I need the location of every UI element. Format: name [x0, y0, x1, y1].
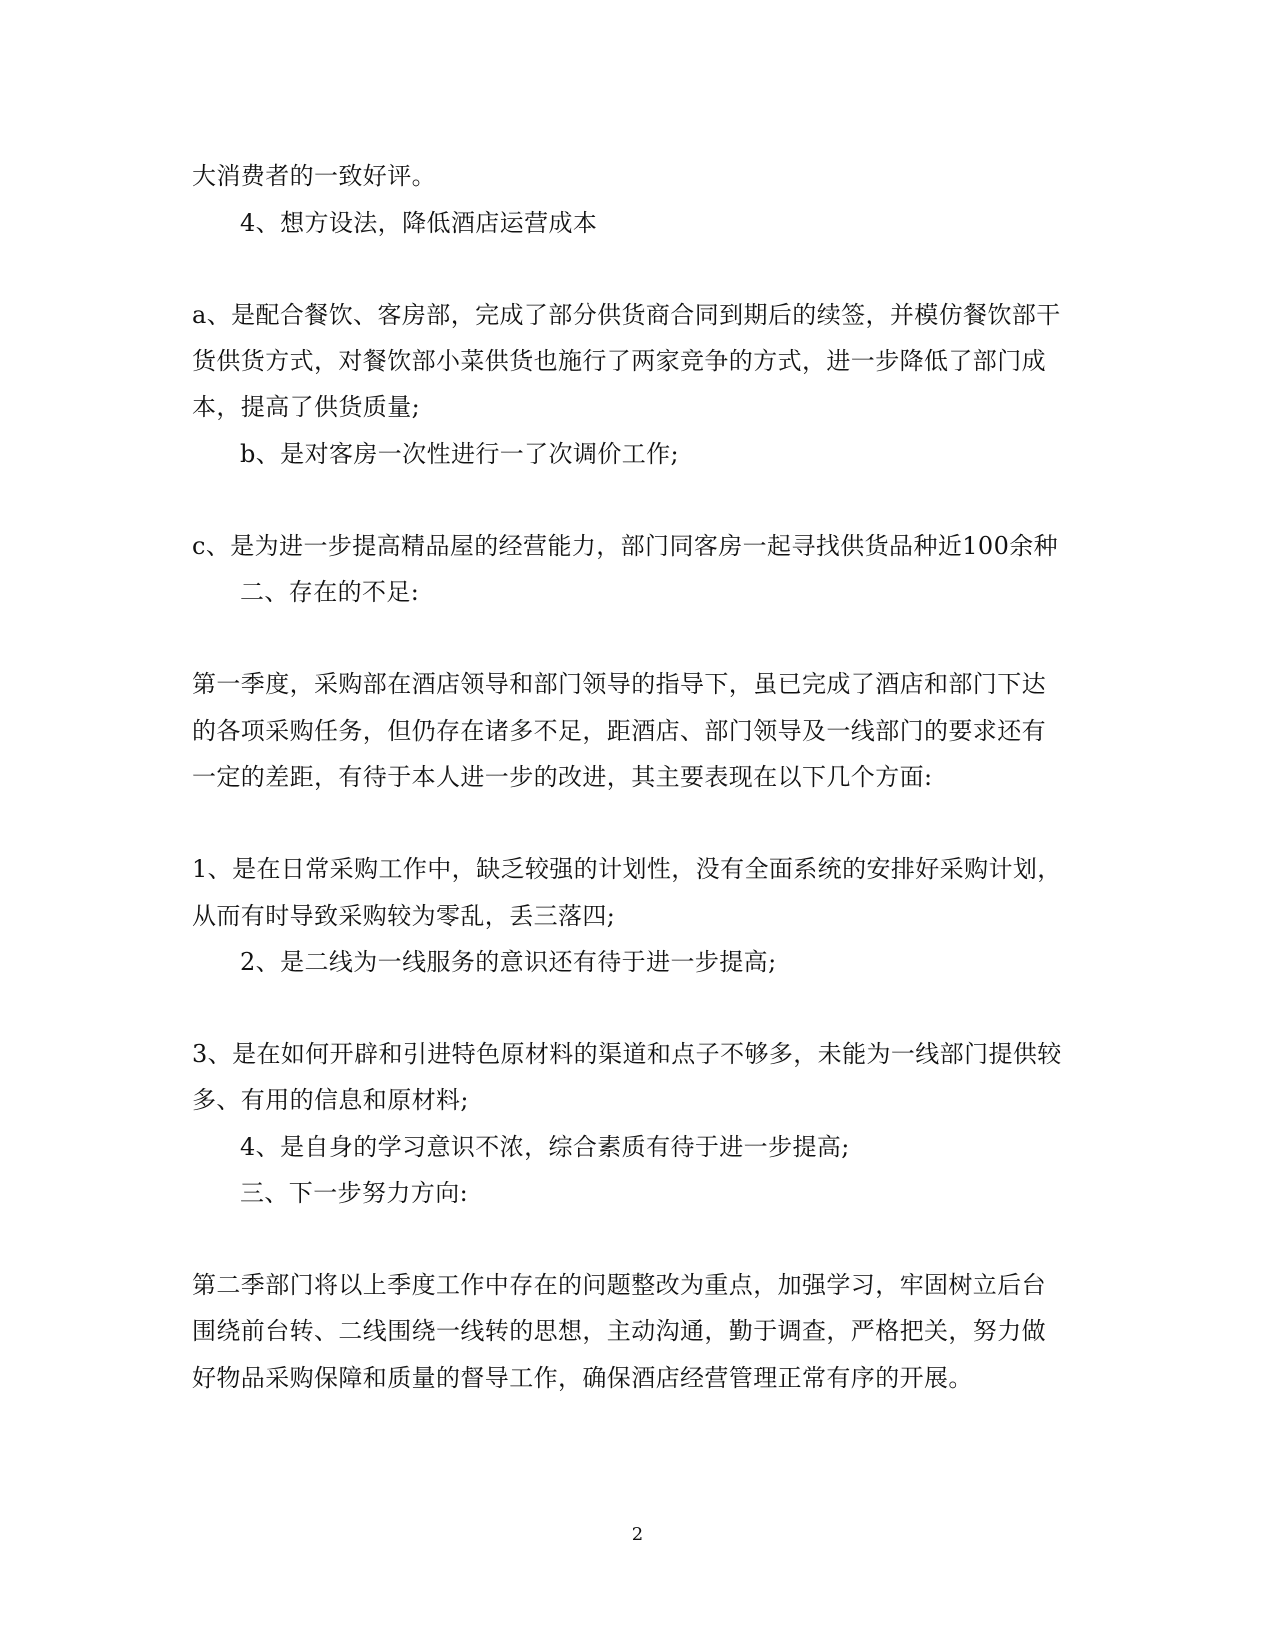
text-line: b、是对客房一次性进行一了次调价工作; [240, 440, 680, 468]
text-line: 从而有时导致采购较为零乱，丢三落四; [192, 902, 616, 930]
text-line: 的各项采购任务，但仍存在诸多不足，距酒店、部门领导及一线部门的要求还有 [192, 717, 1046, 745]
text-line: 好物品采购保障和质量的督导工作，确保酒店经营管理正常有序的开展。 [192, 1364, 973, 1392]
text-line: c、是为进一步提高精品屋的经营能力，部门同客房一起寻找供货品种近100余种 [192, 532, 1059, 560]
section-heading: 三、下一步努力方向: [240, 1179, 469, 1207]
page-number: 2 [631, 1524, 644, 1545]
text-line: 一定的差距，有待于本人进一步的改进，其主要表现在以下几个方面: [192, 763, 933, 791]
text-line: a、是配合餐饮、客房部，完成了部分供货商合同到期后的续签，并模仿餐饮部干 [192, 301, 1061, 329]
text-line: 大消费者的一致好评。 [192, 162, 436, 190]
text-line: 多、有用的信息和原材料; [192, 1086, 469, 1114]
text-line: 1、是在日常采购工作中，缺乏较强的计划性，没有全面系统的安排好采购计划， [192, 855, 1062, 883]
text-line: 4、是自身的学习意识不浓，综合素质有待于进一步提高; [240, 1133, 850, 1161]
section-heading: 4、想方设法，降低酒店运营成本 [240, 209, 598, 237]
text-line: 3、是在如何开辟和引进特色原材料的渠道和点子不够多，未能为一线部门提供较 [192, 1040, 1062, 1068]
text-line: 围绕前台转、二线围绕一线转的思想，主动沟通，勤于调查，严格把关，努力做 [192, 1317, 1046, 1345]
text-line: 货供货方式，对餐饮部小菜供货也施行了两家竞争的方式，进一步降低了部门成 [192, 347, 1046, 375]
section-heading: 二、存在的不足: [240, 578, 420, 606]
text-line: 本，提高了供货质量; [192, 393, 421, 421]
text-line: 第一季度，采购部在酒店领导和部门领导的指导下，虽已完成了酒店和部门下达 [192, 670, 1046, 698]
text-line: 2、是二线为一线服务的意识还有待于进一步提高; [240, 948, 777, 976]
text-line: 第二季部门将以上季度工作中存在的问题整改为重点，加强学习，牢固树立后台 [192, 1271, 1046, 1299]
